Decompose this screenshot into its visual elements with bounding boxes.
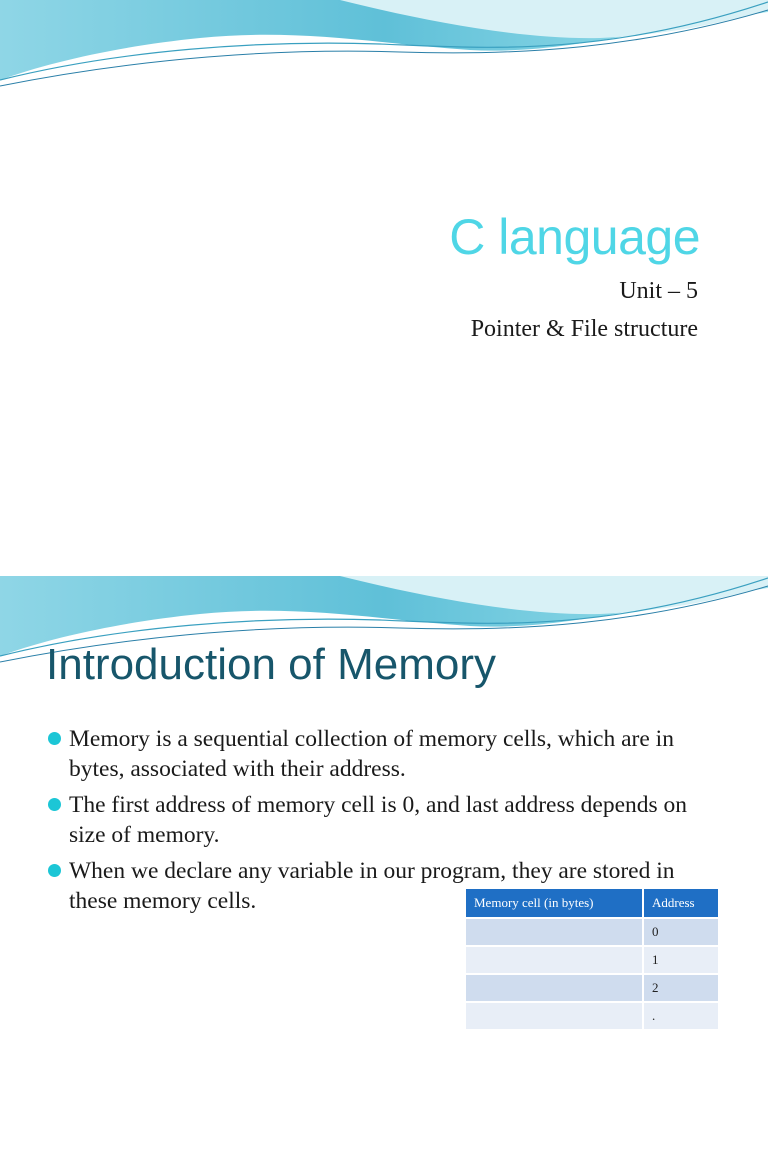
table-row [466, 918, 719, 946]
table-cell: . [643, 1002, 719, 1030]
topic-subtitle: Pointer & File structure [470, 316, 698, 342]
table-cell: 0 [643, 918, 719, 946]
unit-subtitle: Unit – 5 [619, 278, 698, 304]
slide-title: Introduction of Memory [46, 640, 496, 689]
bullet-text: Memory is a sequential collection of memory cells, which are in bytes, associated with their address. [69, 726, 674, 782]
bullet-dot-icon [48, 798, 61, 811]
bullet-dot-icon [48, 732, 61, 745]
table-cell: 2 [643, 974, 719, 1002]
table-cell [466, 918, 643, 946]
table-cell: 1 [643, 946, 719, 974]
list-item [46, 724, 726, 784]
table-cell [466, 974, 643, 1002]
memory-table [466, 889, 720, 1031]
list-item [46, 790, 726, 850]
table-cell [466, 946, 643, 974]
bullet-text: When we declare any variable in our program, they are stored in these memory cells. [69, 858, 675, 914]
slide-title: C language [449, 209, 700, 265]
table-row [466, 974, 719, 1002]
column-header: Memory cell (in bytes) [466, 889, 643, 918]
table-cell [466, 1002, 643, 1030]
column-header: Address [643, 889, 719, 918]
bullet-text: The first address of memory cell is 0, and last address depends on size of memory. [69, 792, 688, 848]
header-wave-decoration [0, 0, 768, 100]
bullet-dot-icon [48, 864, 61, 877]
table-row [466, 946, 719, 974]
table-row [466, 1002, 719, 1030]
